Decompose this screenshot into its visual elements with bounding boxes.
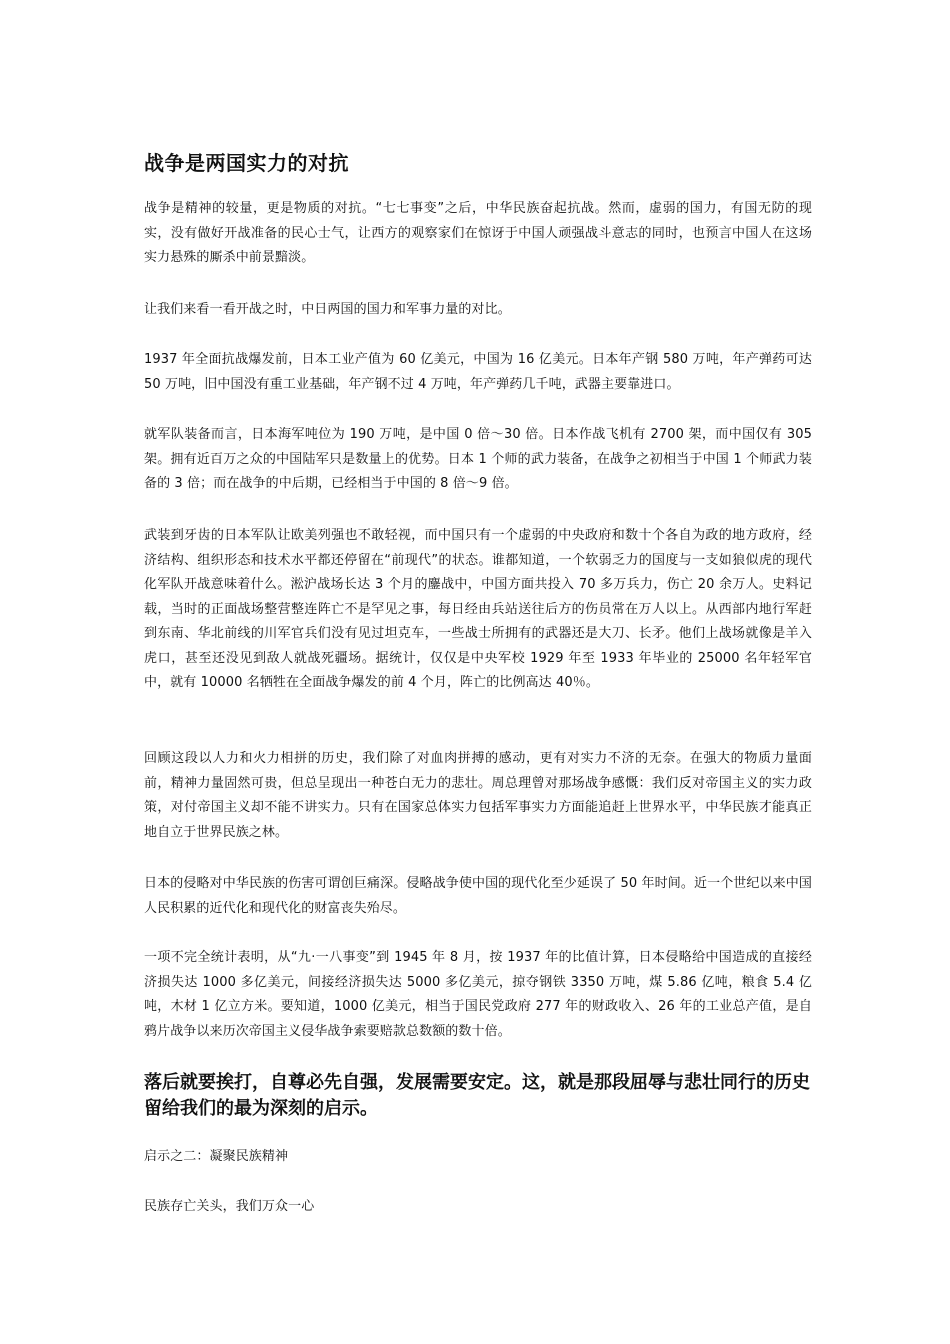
section-subheading: 民族存亡关头，我们万众一心 <box>144 1199 315 1214</box>
conclusion-heading: 落后就要挨打，自尊必先自强，发展需要安定。这，就是那段屈辱与悲壮同行的历史留给我们的最为深刻的启示。 <box>144 1072 810 1119</box>
paragraph-comparison-lead: 让我们来看一看开战之时，中日两国的国力和军事力量的对比。 <box>144 302 511 317</box>
paragraph-reflection: 回顾这段以人力和火力相拼的历史，我们除了对血肉拼搏的感动，更有对实力不济的无奈。在强大的物质力量面前，精神力量固然可贵，但总呈现出一种苍白无力的悲壮。周总理曾对那场战争感慨：我们反对帝国主义的实力政策，对付帝国主义却不能不讲实力。只有在国家总体实力包括军事实力方面能追赶上世界水平，中华民族才能真正地自立于世界民族之林。 <box>144 751 812 840</box>
paragraph-battlefield: 武装到牙齿的日本军队让欧美列强也不敢轻视，而中国只有一个虚弱的中央政府和数十个各自为政的地方政府，经济结构、组织形态和技术水平都还停留在“前现代”的状态。谁都知道，一个软弱乏力的国度与一支如狼似虎的现代化军队开战意味着什么。淞沪战场长达 3 个月的鏖战中，中国方面共投入 70 多万兵力，伤亡 20 余万人。史料记载，当时的正面战场整营整连阵亡不是罕见之事，每日经由兵站送往后方的伤员常在万人以上。从西部内地行军赶到东南、华北前线的川军官兵们没有见过坦克车，一些战士所拥有的武器还是大刀、长矛。他们上战场就像是羊入虎口，甚至还没见到敌人就战死疆场。据统计，仅仅是中央军校 1929 年至 1933 年毕业的 25000 名年轻军官中，就有 10000 名牺牲在全面战争爆发的前 4 个月，阵亡的比例高达 40％。 <box>144 528 812 690</box>
document-title: 战争是两国实力的对抗 <box>144 151 349 175</box>
section-heading: 启示之二：凝聚民族精神 <box>144 1149 289 1164</box>
paragraph-intro: 战争是精神的较量，更是物质的对抗。“七七事变”之后，中华民族奋起抗战。然而，虚弱的国力，有国无防的现实，没有做好开战准备的民心士气，让西方的观察家们在惊讶于中国人顽强战斗意志的同时，也预言中国人在这场实力悬殊的厮杀中前景黯淡。 <box>144 201 812 265</box>
paragraph-military-equipment: 就军队装备而言，日本海军吨位为 190 万吨，是中国 0 倍～30 倍。日本作战飞机有 2700 架，而中国仅有 305 架。拥有近百万之众的中国陆军只是数量上的优势。日本 1 个师的武力装备，在战争之初相当于中国 1 个师武力装备的 3 倍；而在战争的中后期，已经相当于中国的 8 倍～9 倍。 <box>144 427 812 491</box>
paragraph-losses: 一项不完全统计表明，从“九·一八事变”到 1945 年 8 月，按 1937 年的比值计算，日本侵略给中国造成的直接经济损失达 1000 多亿美元，间接经济损失达 5000 多亿美元，掠夺钢铁 3350 万吨，煤 5.86 亿吨，粮食 5.4 亿吨，木材 1 亿立方米。要知道，1000 亿美元，相当于国民党政府 277 年的财政收入、26 年的工业总产值，是自鸦片战争以来历次帝国主义侵华战争索要赔款总数额的数十倍。 <box>144 950 812 1039</box>
paragraph-harm: 日本的侵略对中华民族的伤害可谓创巨痛深。侵略战争使中国的现代化至少延误了 50 年时间。近一个世纪以来中国人民积累的近代化和现代化的财富丧失殆尽。 <box>144 876 812 916</box>
paragraph-industry: 1937 年全面抗战爆发前，日本工业产值为 60 亿美元，中国为 16 亿美元。日本年产钢 580 万吨，年产弹药可达 50 万吨，旧中国没有重工业基础，年产钢不过 4 万吨，年产弹药几千吨，武器主要靠进口。 <box>144 352 812 392</box>
